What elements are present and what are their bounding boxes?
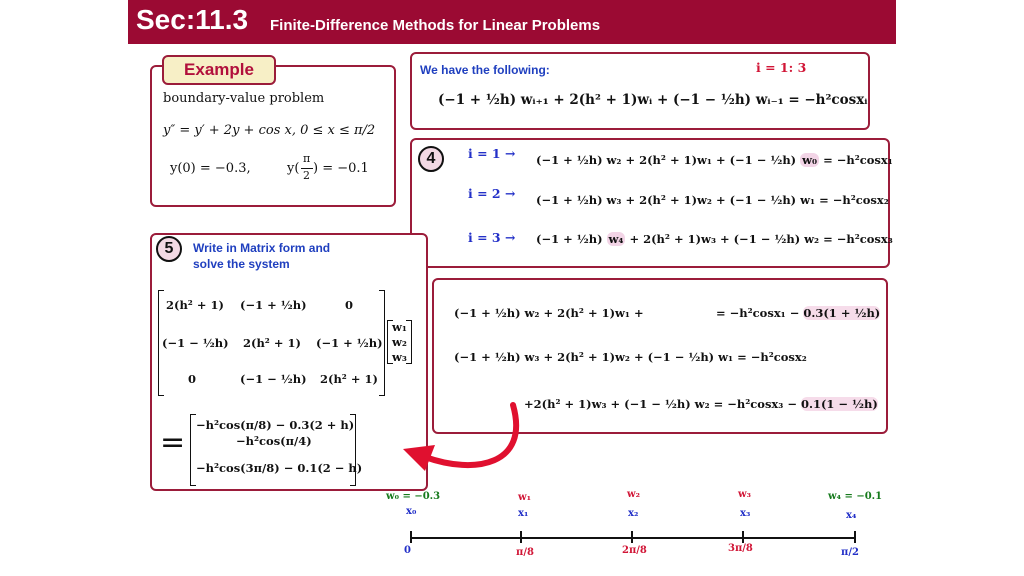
system-row1-right	[716, 306, 880, 320]
bvp-text: boundary-value problem	[163, 91, 325, 106]
step4-row3-highlight: w₄	[608, 232, 624, 246]
system-row1-left: (−1 + ½h) w₂ + 2(h² + 1)w₁ +	[454, 306, 644, 320]
matrix-cell: 2(h² + 1)	[243, 336, 301, 350]
rhs-entry: −h²cos(π/4)	[236, 434, 312, 448]
step4-row1-highlight: w₀	[802, 153, 818, 167]
system-row1-highlight: 0.3(1 + ½h)	[803, 306, 881, 320]
axis-value-pi-8: π/8	[516, 547, 534, 558]
matrix-cell: 2(h² + 1)	[320, 372, 378, 386]
bc2-right: ) = −0.1	[313, 161, 369, 176]
axis-tick	[520, 531, 522, 543]
matrix-cell: (−1 − ½h)	[162, 336, 229, 350]
system-row2: (−1 + ½h) w₃ + 2(h² + 1)w₂ + (−1 − ½h) w₁ = −h²cosx₂	[454, 350, 807, 364]
system-row3-left: +2(h² + 1)w₃ + (−1 − ½h) w₂ = −h²cosx₃ −	[524, 397, 801, 411]
vector-entry: w₁	[392, 320, 407, 334]
axis-top-label-w0: w₀ = −0.3	[386, 491, 441, 502]
rhs-entry: −h²cos(π/8) − 0.3(2 + h)	[196, 418, 355, 432]
matrix-cell: 0	[188, 372, 197, 386]
step4-row1-label: i = 1 →	[468, 146, 516, 161]
step4-row2-label: i = 2 →	[468, 186, 516, 201]
matrix-cell: (−1 + ½h)	[316, 336, 383, 350]
step4-row1-equation	[536, 153, 893, 167]
step4-row2-equation: (−1 + ½h) w₃ + 2(h² + 1)w₂ + (−1 − ½h) w₁ = −h²cosx₂	[536, 193, 889, 207]
axis-top-label-w4: w₄ = −0.1	[828, 491, 883, 502]
axis-value-3pi-8: 3π/8	[728, 543, 753, 554]
matrix-cell: 2(h² + 1)	[166, 298, 224, 312]
step5-title-line1: Write in Matrix form and	[193, 241, 331, 255]
axis-top-label-w2: w₂	[627, 489, 640, 500]
step5-number: 5	[156, 236, 182, 262]
section-title: Finite-Difference Methods for Linear Problems	[270, 17, 601, 34]
rhs-entry: −h²cos(3π/8) − 0.1(2 − h)	[196, 461, 363, 475]
step5-title-line2: solve the system	[193, 257, 290, 271]
axis-node-x0: x₀	[406, 506, 417, 517]
step4-row3-equation	[536, 232, 893, 246]
x-axis-line	[410, 537, 856, 539]
general-equation: (−1 + ½h) wᵢ₊₁ + 2(h² + 1)wᵢ + (−1 − ½h) wᵢ₋₁ = −h²cosxᵢ	[438, 92, 868, 108]
step4-row1-pre: (−1 + ½h) w₂ + 2(h² + 1)w₁ + (−1 − ½h)	[536, 153, 801, 167]
axis-value-2pi-8: 2π/8	[622, 545, 647, 556]
axis-node-x2: x₂	[628, 508, 639, 519]
bc2-left: y(	[287, 161, 300, 176]
boundary-condition-1: y(0) = −0.3,	[170, 161, 251, 176]
matrix-cell: 0	[345, 298, 354, 312]
axis-value-pi-2: π/2	[841, 547, 859, 558]
axis-node-x4: x₄	[846, 510, 857, 521]
axis-tick	[410, 531, 412, 543]
bc2-numerator: π	[303, 152, 311, 165]
ode-equation: y″ = y′ + 2y + cos x, 0 ≤ x ≤ π/2	[163, 123, 376, 138]
index-range: i = 1: 3	[756, 60, 807, 75]
system-row3	[524, 397, 878, 411]
axis-tick	[631, 531, 633, 543]
axis-top-label-w3: w₃	[738, 489, 751, 500]
step4-number: 4	[418, 146, 444, 172]
axis-value-0: 0	[404, 545, 411, 556]
equals-sign: =	[160, 425, 186, 460]
axis-node-x3: x₃	[740, 508, 751, 519]
section-number: Sec:11.3	[136, 4, 249, 35]
system-row3-highlight: 0.1(1 − ½h)	[800, 397, 878, 411]
system-row1-rhs: = −h²cosx₁ −	[716, 306, 804, 320]
example-label: Example	[162, 55, 276, 85]
boundary-condition-2	[285, 152, 395, 186]
general-title: We have the following:	[420, 63, 550, 77]
vector-entry: w₃	[392, 350, 407, 364]
step4-row3-label: i = 3 →	[468, 230, 516, 245]
axis-tick	[854, 531, 856, 543]
matrix-cell: (−1 + ½h)	[240, 298, 307, 312]
axis-tick	[742, 531, 744, 543]
axis-top-label-w1: w₁	[518, 492, 531, 503]
axis-node-x1: x₁	[518, 508, 529, 519]
vector-entry: w₂	[392, 335, 407, 349]
red-arrow-icon	[395, 395, 535, 485]
bc2-denominator: 2	[303, 169, 310, 182]
matrix-cell: (−1 − ½h)	[240, 372, 307, 386]
step4-row1-post: = −h²cosx₁	[819, 153, 893, 167]
step4-row3-post: + 2(h² + 1)w₃ + (−1 − ½h) w₂ = −h²cosx₃	[625, 232, 893, 246]
step4-row3-pre: (−1 + ½h)	[536, 232, 607, 246]
